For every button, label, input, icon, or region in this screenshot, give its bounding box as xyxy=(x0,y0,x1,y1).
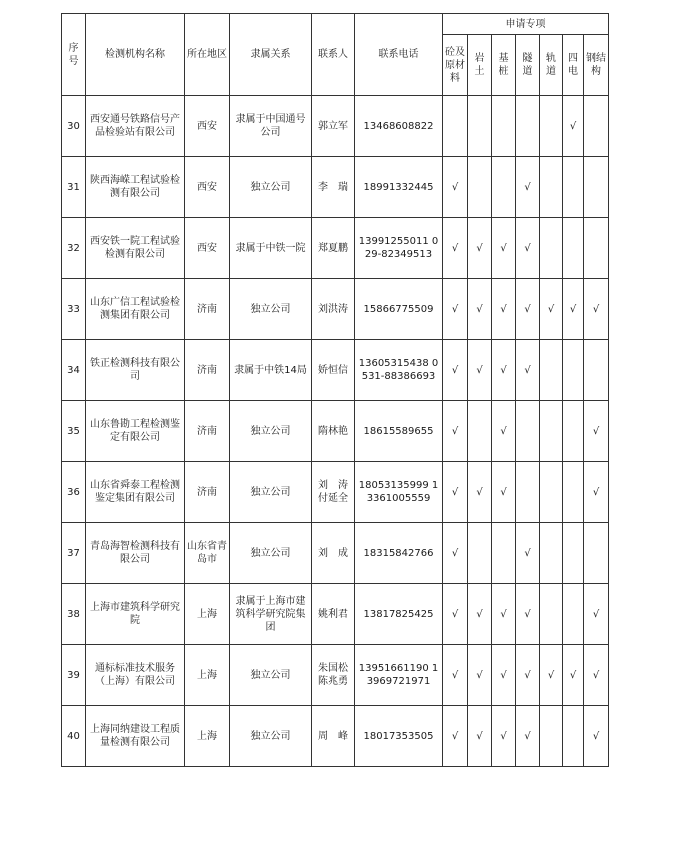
check-mark-icon: √ xyxy=(476,486,483,498)
row-org-name: 山东广信工程试验检测集团有限公司 xyxy=(86,279,185,340)
row-check-cell xyxy=(468,584,492,645)
row-phone: 18017353505 xyxy=(355,706,443,767)
row-affiliation: 隶属于中国通号公司 xyxy=(230,96,312,157)
row-check-cell xyxy=(540,523,563,584)
row-check-cell xyxy=(540,462,563,523)
check-mark-icon: √ xyxy=(476,364,483,376)
check-mark-icon: √ xyxy=(592,669,600,681)
row-check-cell xyxy=(516,523,540,584)
check-mark-icon: √ xyxy=(500,242,507,254)
check-mark-icon: √ xyxy=(451,425,459,437)
row-check-cell xyxy=(492,462,516,523)
row-region: 西安 xyxy=(185,218,230,279)
row-no: 33 xyxy=(62,279,86,340)
row-check-cell xyxy=(443,157,468,218)
check-mark-icon: √ xyxy=(592,730,600,742)
row-contact: 周 峰 xyxy=(312,706,355,767)
table-row xyxy=(62,279,609,340)
row-contact: 姚利君 xyxy=(312,584,355,645)
row-check-cell xyxy=(492,706,516,767)
check-mark-icon: √ xyxy=(547,669,555,681)
row-phone: 15866775509 xyxy=(355,279,443,340)
row-phone: 13991255011 029-82349513 xyxy=(355,218,443,279)
row-contact: 郑夏鹏 xyxy=(312,218,355,279)
check-mark-icon: √ xyxy=(500,669,507,681)
row-check-cell xyxy=(540,401,563,462)
check-mark-icon: √ xyxy=(524,181,531,193)
check-mark-icon: √ xyxy=(569,669,577,681)
row-region: 西安 xyxy=(185,96,230,157)
header-specialty-geotech: 岩土 xyxy=(468,35,492,96)
row-check-cell xyxy=(492,645,516,706)
check-mark-icon: √ xyxy=(476,608,483,620)
row-check-cell xyxy=(516,157,540,218)
row-contact: 刘洪涛 xyxy=(312,279,355,340)
table-body xyxy=(62,96,609,767)
header-apply: 申请专项 xyxy=(443,14,609,35)
row-check-cell xyxy=(468,706,492,767)
row-affiliation: 独立公司 xyxy=(230,462,312,523)
header-no: 序号 xyxy=(62,14,86,96)
table-row xyxy=(62,401,609,462)
header-org: 检测机构名称 xyxy=(86,14,185,96)
row-affiliation: 隶属于上海市建筑科学研究院集团 xyxy=(230,584,312,645)
row-check-cell xyxy=(540,706,563,767)
row-check-cell xyxy=(468,462,492,523)
row-check-cell xyxy=(468,401,492,462)
row-check-cell xyxy=(540,645,563,706)
table-header xyxy=(62,14,609,96)
row-phone: 18053135999 13361005559 xyxy=(355,462,443,523)
row-check-cell xyxy=(443,340,468,401)
row-region: 济南 xyxy=(185,401,230,462)
row-check-cell xyxy=(540,218,563,279)
table-row xyxy=(62,218,609,279)
row-check-cell xyxy=(516,218,540,279)
row-no: 36 xyxy=(62,462,86,523)
table-row xyxy=(62,96,609,157)
check-mark-icon: √ xyxy=(451,486,459,498)
row-region: 上海 xyxy=(185,706,230,767)
header-specialty-pile: 基桩 xyxy=(492,35,516,96)
row-check-cell xyxy=(516,401,540,462)
row-region: 西安 xyxy=(185,157,230,218)
row-check-cell xyxy=(492,584,516,645)
check-mark-icon: √ xyxy=(524,730,531,742)
row-check-cell xyxy=(443,645,468,706)
table-row xyxy=(62,645,609,706)
row-affiliation: 隶属于中铁14局 xyxy=(230,340,312,401)
row-contact: 刘 涛 付延全 xyxy=(312,462,355,523)
row-check-cell xyxy=(443,96,468,157)
row-affiliation: 独立公司 xyxy=(230,279,312,340)
check-mark-icon: √ xyxy=(524,364,531,376)
row-check-cell xyxy=(516,584,540,645)
header-specialty-tunnel: 隧道 xyxy=(516,35,540,96)
row-no: 34 xyxy=(62,340,86,401)
row-contact: 朱国松 陈兆勇 xyxy=(312,645,355,706)
row-check-cell xyxy=(584,279,609,340)
check-mark-icon: √ xyxy=(592,303,600,315)
row-phone: 13817825425 xyxy=(355,584,443,645)
row-check-cell xyxy=(563,96,584,157)
row-check-cell xyxy=(468,340,492,401)
row-check-cell xyxy=(516,462,540,523)
inspection-agency-table xyxy=(61,13,609,767)
row-region: 山东省青岛市 xyxy=(185,523,230,584)
row-check-cell xyxy=(584,706,609,767)
row-check-cell xyxy=(540,340,563,401)
check-mark-icon: √ xyxy=(476,669,483,681)
row-check-cell xyxy=(563,523,584,584)
row-org-name: 西安铁一院工程试验检测有限公司 xyxy=(86,218,185,279)
table-row xyxy=(62,584,609,645)
row-check-cell xyxy=(540,279,563,340)
row-check-cell xyxy=(443,584,468,645)
row-check-cell xyxy=(584,645,609,706)
check-mark-icon: √ xyxy=(451,181,459,193)
row-check-cell xyxy=(584,523,609,584)
row-affiliation: 隶属于中铁一院 xyxy=(230,218,312,279)
check-mark-icon: √ xyxy=(592,608,600,620)
row-check-cell xyxy=(563,340,584,401)
check-mark-icon: √ xyxy=(476,242,483,254)
row-check-cell xyxy=(563,157,584,218)
check-mark-icon: √ xyxy=(524,608,531,620)
row-affiliation: 独立公司 xyxy=(230,401,312,462)
row-no: 40 xyxy=(62,706,86,767)
row-affiliation: 独立公司 xyxy=(230,645,312,706)
check-mark-icon: √ xyxy=(451,608,459,620)
check-mark-icon: √ xyxy=(500,730,507,742)
check-mark-icon: √ xyxy=(500,486,507,498)
check-mark-icon: √ xyxy=(451,242,459,254)
header-specialty-concrete: 砼及原材料 xyxy=(443,35,468,96)
table-row xyxy=(62,157,609,218)
check-mark-icon: √ xyxy=(547,303,555,315)
row-check-cell xyxy=(584,401,609,462)
row-check-cell xyxy=(468,157,492,218)
row-org-name: 青岛海智检测科技有限公司 xyxy=(86,523,185,584)
row-check-cell xyxy=(516,96,540,157)
header-phone: 联系电话 xyxy=(355,14,443,96)
check-mark-icon: √ xyxy=(451,303,459,315)
row-phone: 18991332445 xyxy=(355,157,443,218)
row-region: 上海 xyxy=(185,584,230,645)
row-no: 37 xyxy=(62,523,86,584)
table-row xyxy=(62,706,609,767)
check-mark-icon: √ xyxy=(451,730,459,742)
check-mark-icon: √ xyxy=(500,303,507,315)
row-check-cell xyxy=(443,279,468,340)
check-mark-icon: √ xyxy=(476,303,483,315)
row-check-cell xyxy=(443,401,468,462)
row-no: 31 xyxy=(62,157,86,218)
row-check-cell xyxy=(468,96,492,157)
row-check-cell xyxy=(563,645,584,706)
header-specialty-track: 轨道 xyxy=(540,35,563,96)
row-org-name: 上海市建筑科学研究院 xyxy=(86,584,185,645)
row-phone: 18315842766 xyxy=(355,523,443,584)
check-mark-icon: √ xyxy=(451,547,459,559)
check-mark-icon: √ xyxy=(524,242,531,254)
row-region: 济南 xyxy=(185,279,230,340)
row-check-cell xyxy=(584,340,609,401)
row-affiliation: 独立公司 xyxy=(230,523,312,584)
row-check-cell xyxy=(584,218,609,279)
row-check-cell xyxy=(540,96,563,157)
row-check-cell xyxy=(492,279,516,340)
row-check-cell xyxy=(492,523,516,584)
row-org-name: 通标标准技术服务（上海）有限公司 xyxy=(86,645,185,706)
row-check-cell xyxy=(584,584,609,645)
check-mark-icon: √ xyxy=(451,364,459,376)
row-check-cell xyxy=(540,584,563,645)
check-mark-icon: √ xyxy=(500,425,507,437)
row-check-cell xyxy=(584,157,609,218)
table-row xyxy=(62,340,609,401)
row-check-cell xyxy=(516,340,540,401)
row-check-cell xyxy=(563,279,584,340)
row-phone: 13468608822 xyxy=(355,96,443,157)
check-mark-icon: √ xyxy=(500,364,507,376)
row-check-cell xyxy=(492,157,516,218)
row-phone: 13605315438 0531-88386693 xyxy=(355,340,443,401)
header-specialty-electric: 四电 xyxy=(563,35,584,96)
row-region: 济南 xyxy=(185,340,230,401)
row-phone: 13951661190 13969721971 xyxy=(355,645,443,706)
header-affiliation: 隶属关系 xyxy=(230,14,312,96)
row-check-cell xyxy=(468,279,492,340)
row-check-cell xyxy=(492,96,516,157)
row-check-cell xyxy=(563,706,584,767)
header-specialty-steel: 钢结构 xyxy=(584,35,609,96)
row-no: 32 xyxy=(62,218,86,279)
row-affiliation: 独立公司 xyxy=(230,157,312,218)
row-check-cell xyxy=(468,523,492,584)
table-row xyxy=(62,523,609,584)
row-check-cell xyxy=(443,218,468,279)
row-check-cell xyxy=(563,218,584,279)
check-mark-icon: √ xyxy=(569,303,577,315)
row-contact: 隋林艳 xyxy=(312,401,355,462)
row-org-name: 上海同纳建设工程质量检测有限公司 xyxy=(86,706,185,767)
row-contact: 郭立军 xyxy=(312,96,355,157)
row-check-cell xyxy=(540,157,563,218)
row-affiliation: 独立公司 xyxy=(230,706,312,767)
row-check-cell xyxy=(492,218,516,279)
check-mark-icon: √ xyxy=(524,547,531,559)
row-contact: 娇恒信 xyxy=(312,340,355,401)
row-no: 30 xyxy=(62,96,86,157)
check-mark-icon: √ xyxy=(592,425,600,437)
row-org-name: 山东省舜泰工程检测鉴定集团有限公司 xyxy=(86,462,185,523)
row-no: 35 xyxy=(62,401,86,462)
check-mark-icon: √ xyxy=(451,669,459,681)
row-check-cell xyxy=(563,462,584,523)
row-no: 38 xyxy=(62,584,86,645)
row-org-name: 山东鲁勘工程检测鉴定有限公司 xyxy=(86,401,185,462)
row-phone: 18615589655 xyxy=(355,401,443,462)
row-no: 39 xyxy=(62,645,86,706)
header-region: 所在地区 xyxy=(185,14,230,96)
row-contact: 刘 成 xyxy=(312,523,355,584)
row-org-name: 铁正检测科技有限公司 xyxy=(86,340,185,401)
row-check-cell xyxy=(516,706,540,767)
row-check-cell xyxy=(516,279,540,340)
table-row xyxy=(62,462,609,523)
row-check-cell xyxy=(563,584,584,645)
row-check-cell xyxy=(492,340,516,401)
row-region: 济南 xyxy=(185,462,230,523)
check-mark-icon: √ xyxy=(524,669,531,681)
row-check-cell xyxy=(443,706,468,767)
row-check-cell xyxy=(492,401,516,462)
header-contact: 联系人 xyxy=(312,14,355,96)
row-check-cell xyxy=(584,462,609,523)
row-check-cell xyxy=(468,645,492,706)
row-check-cell xyxy=(584,96,609,157)
check-mark-icon: √ xyxy=(524,303,531,315)
row-region: 上海 xyxy=(185,645,230,706)
row-org-name: 陕西海嵘工程试验检测有限公司 xyxy=(86,157,185,218)
check-mark-icon: √ xyxy=(500,608,507,620)
row-check-cell xyxy=(563,401,584,462)
row-contact: 李 瑞 xyxy=(312,157,355,218)
check-mark-icon: √ xyxy=(476,730,483,742)
row-check-cell xyxy=(443,462,468,523)
row-check-cell xyxy=(468,218,492,279)
row-check-cell xyxy=(443,523,468,584)
row-check-cell xyxy=(516,645,540,706)
check-mark-icon: √ xyxy=(592,486,600,498)
check-mark-icon: √ xyxy=(569,120,577,132)
row-org-name: 西安通号铁路信号产品检验站有限公司 xyxy=(86,96,185,157)
